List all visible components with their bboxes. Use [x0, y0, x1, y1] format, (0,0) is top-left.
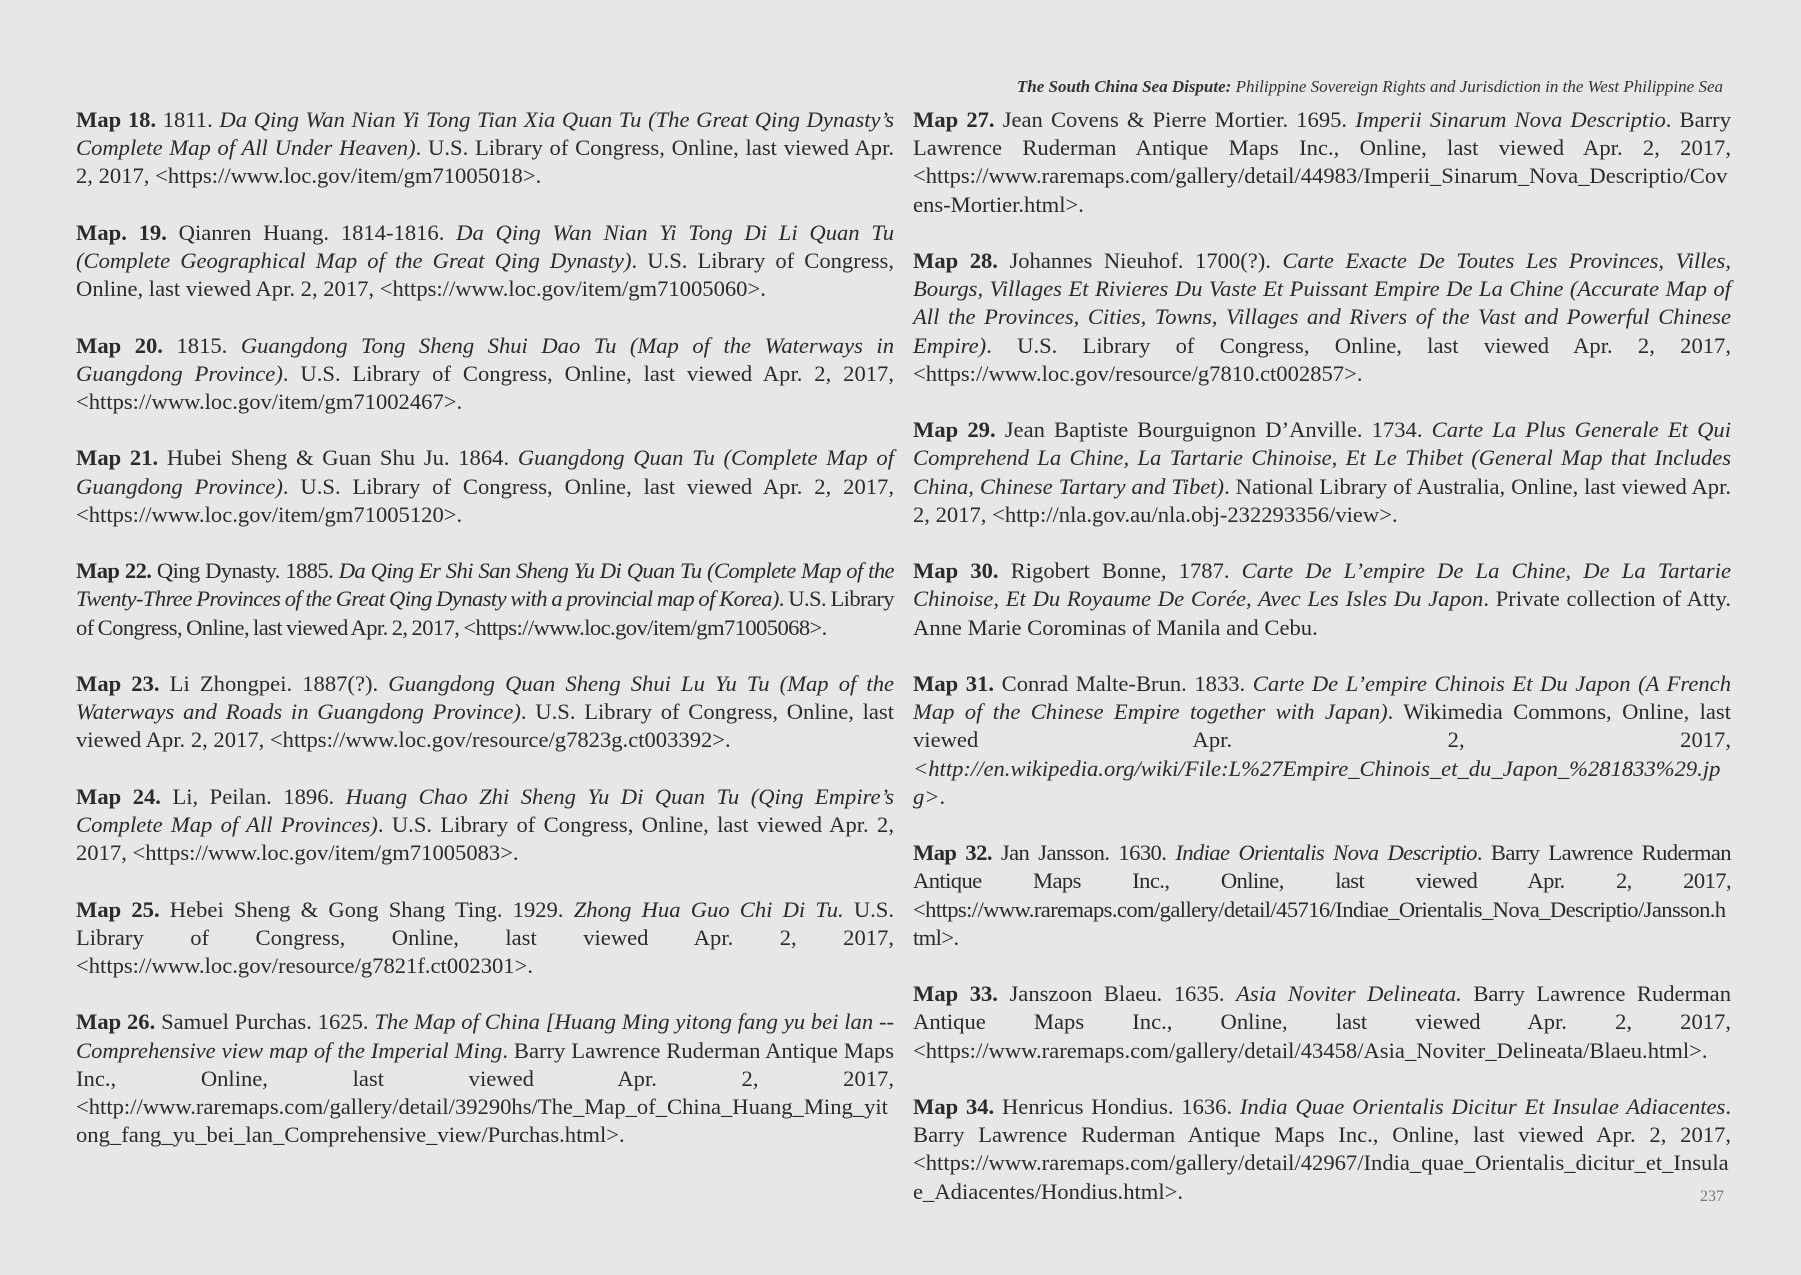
entry-url: <http://en.wikipedia.org/wiki/File:L%27Empire_Chinois_et_du_Japon_%281833%29.jpg> — [913, 755, 1721, 809]
entry-source: Qing Dynasty. 1885. — [151, 558, 339, 584]
entry-title: Indiae Orientalis Nova Descriptio — [1175, 840, 1477, 866]
entry-title: Carte La Plus Generale Et Qui Comprehend La Chine, La Tartarie Chinoise, Et Le Thibet (General Map that Includes China, Chinese Tartary and Tibet) — [913, 417, 1731, 499]
map-entry-28 — [913, 247, 1731, 388]
header-title: The South China Sea Dispute: — [1016, 77, 1232, 96]
entry-title: Zhong Hua Guo Chi Di Tu. — [573, 896, 844, 922]
map-entry-24 — [76, 783, 894, 868]
entry-citation: U.S. Library of Congress, Online, last viewed Apr. 2, 2017, <https://www.loc.gov/resource/g7821f.ct002301>. — [76, 896, 895, 978]
map-entry-27 — [913, 106, 1731, 219]
entry-source: Conrad Malte-Brun. 1833. — [994, 671, 1253, 696]
entry-label: Map 26. — [76, 1009, 156, 1035]
entry-title: Huang Chao Zhi Sheng Yu Di Quan Tu (Qing Empire’s Complete Map of All Provinces) — [76, 783, 894, 837]
entry-citation: . U.S. Library of Congress, Online, last viewed Apr. 2, 2017, <https://www.loc.gov/item/gm71005120>. — [76, 473, 894, 527]
entry-source: Li, Peilan. 1896. — [160, 783, 346, 809]
entry-citation: . Wikimedia Commons, Online, last viewed Apr. 2, 2017, — [913, 699, 1731, 753]
entry-title: Da Qing Er Shi San Sheng Yu Di Quan Tu (Complete Map of the Twenty-Three Provinces of the Great Qing Dynasty with a provincial map of Korea) — [76, 558, 894, 612]
entry-label: Map. 19. — [76, 219, 167, 245]
entry-citation: . U.S. Library of Congress, Online, last viewed Apr. 2, 2017, <https://www.loc.gov/item/gm71002467>. — [76, 360, 894, 414]
entry-source: Li Zhongpei. 1887(?). — [159, 670, 389, 696]
entry-source: Qianren Huang. 1814-1816. — [166, 219, 457, 245]
entry-source: 1815. — [162, 332, 241, 358]
map-entry-26 — [76, 1008, 894, 1149]
map-entry-30 — [913, 557, 1731, 642]
map-entry-29 — [913, 416, 1731, 529]
right-column — [913, 106, 1731, 1234]
entry-title: India Quae Orientalis Dicitur Et Insulae Adiacentes — [1239, 1094, 1726, 1119]
entry-citation: . U.S. Library of Congress, Online, last viewed Apr. 2, 2017, <https://www.loc.gov/item/gm71005060>. — [76, 248, 894, 302]
entry-title: Guangdong Quan Tu (Complete Map of Guangdong Province) — [76, 445, 894, 499]
entry-citation: . U.S. Library of Congress, Online, last viewed Apr. 2, 2017, <https://www.loc.gov/item/gm71005018>. — [76, 135, 894, 189]
entry-source: Rigobert Bonne, 1787. — [998, 558, 1242, 584]
entry-title: Guangdong Tong Sheng Shui Dao Tu (Map of the Waterways in Guangdong Province) — [76, 332, 895, 386]
map-entry-32 — [913, 839, 1731, 952]
entry-title: Asia Noviter Delineata. — [1236, 981, 1462, 1007]
map-entry-25 — [76, 896, 894, 981]
entry-title: Carte De L’empire De La Chine, De La Tartarie Chinoise, Et Du Royaume De Corée, Avec Les Isles Du Japon — [913, 558, 1732, 612]
map-entry-19 — [76, 219, 894, 304]
map-entry-23 — [76, 670, 894, 755]
entry-title: Da Qing Wan Nian Yi Tong Di Li Quan Tu (Complete Geographical Map of the Great Qing Dynasty) — [76, 219, 894, 273]
entry-source: Samuel Purchas. 1625. — [155, 1009, 375, 1035]
entry-label: Map 33. — [913, 981, 998, 1007]
entry-citation: . U.S. Library of Congress, Online, last viewed Apr. 2, 2017, <https://www.loc.gov/resource/g7823g.ct003392>. — [76, 699, 894, 753]
entry-citation: . U.S. Library of Congress, Online, last viewed Apr. 2, 2017, <https://www.loc.gov/item/gm71005083>. — [76, 811, 894, 866]
entry-citation: . U.S. Library of Congress, Online, last viewed Apr. 2, 2017, <https://www.loc.gov/item/gm71005068>. — [76, 586, 894, 640]
map-entry-20 — [76, 332, 894, 417]
left-column — [76, 106, 894, 1178]
entry-label: Map 30. — [913, 558, 999, 584]
map-entry-18 — [76, 106, 894, 191]
entry-source: Jean Covens & Pierre Mortier. 1695. — [994, 107, 1356, 132]
entry-label: Map 29. — [913, 417, 996, 443]
entry-title: Guangdong Quan Sheng Shui Lu Yu Tu (Map of the Waterways and Roads in Guangdong Province) — [76, 670, 895, 725]
entry-source: Jean Baptiste Bourguignon D’Anville. 1734. — [995, 417, 1432, 443]
map-entry-33 — [913, 980, 1731, 1065]
map-entry-31 — [913, 670, 1731, 811]
entry-citation: . Private collection of Atty. Anne Marie Corominas of Manila and Cebu. — [913, 586, 1732, 640]
entry-label: Map 28. — [913, 248, 998, 273]
entry-label: Map 32. — [913, 840, 992, 866]
entry-citation: . Barry Lawrence Ruderman Antique Maps Inc., Online, last viewed Apr. 2, 2017, <https://www.raremaps.com/gallery/detail/44983/Imperii_Sinarum_Nova_Descriptio/Covens-Mortier.html>. — [913, 107, 1731, 217]
map-entry-22 — [76, 557, 894, 642]
entry-label: Map 18. — [76, 107, 157, 132]
entry-source: Hubei Sheng & Guan Shu Ju. 1864. — [158, 445, 518, 471]
running-header — [1017, 77, 1723, 97]
map-entry-34 — [913, 1093, 1731, 1206]
header-subtitle: Philippine Sovereign Rights and Jurisdiction in the West Philippine Sea — [1235, 77, 1723, 96]
entry-citation: . Barry Lawrence Ruderman Antique Maps Inc., Online, last viewed Apr. 2, 2017, <http://www.raremaps.com/gallery/detail/39290hs/The_Map_of_China_Huang_Ming_yitong_fang_yu_bei_lan_Comprehensive_view/Purchas.html>. — [76, 1037, 895, 1148]
entry-label: Map 31. — [913, 671, 995, 696]
entry-source: Janszoon Blaeu. 1635. — [997, 981, 1237, 1007]
entry-source: 1811. — [156, 107, 220, 132]
entry-citation: . U.S. Library of Congress, Online, last viewed Apr. 2, 2017, <https://www.loc.gov/resource/g7810.ct002857>. — [913, 332, 1731, 386]
entry-citation: Barry Lawrence Ruderman Antique Maps Inc., Online, last viewed Apr. 2, 2017, <https://www.raremaps.com/gallery/detail/43458/Asia_Noviter_Delineata/Blaeu.html>. — [913, 981, 1732, 1063]
entry-tail: . — [939, 783, 946, 809]
entry-source: Jan Jansson. 1630. — [991, 840, 1176, 866]
entry-source: Henricus Hondius. 1636. — [994, 1094, 1240, 1119]
entry-title: Carte De L’empire Chinois Et Du Japon (A French Map of the Chinese Empire together with Japan) — [913, 671, 1732, 725]
entry-source: Johannes Nieuhof. 1700(?). — [997, 248, 1283, 273]
entry-label: Map 20. — [76, 332, 163, 358]
entry-citation: . Barry Lawrence Ruderman Antique Maps Inc., Online, last viewed Apr. 2, 2017, <https://www.raremaps.com/gallery/detail/42967/India_quae_Orientalis_dicitur_et_Insulae_Adiacentes/Hondius.html>. — [913, 1094, 1732, 1204]
entry-label: Map 34. — [913, 1094, 995, 1119]
entry-citation: . Barry Lawrence Ruderman Antique Maps Inc., Online, last viewed Apr. 2, 2017, <https://www.raremaps.com/gallery/detail/45716/Indiae_Orientalis_Nova_Descriptio/Jansson.html>. — [913, 840, 1731, 950]
entry-label: Map 23. — [76, 670, 160, 696]
entry-label: Map 25. — [76, 896, 160, 922]
entry-title: Imperii Sinarum Nova Descriptio — [1355, 107, 1666, 132]
page-number: 237 — [1700, 1188, 1724, 1205]
entry-label: Map 27. — [913, 107, 995, 132]
entry-label: Map 22. — [76, 558, 152, 584]
entry-title: The Map of China [Huang Ming yitong fang yu bei lan -- Comprehensive view map of the Imperial Ming — [76, 1009, 895, 1063]
entry-label: Map 21. — [76, 445, 159, 471]
map-entry-21 — [76, 444, 894, 529]
entry-label: Map 24. — [76, 783, 161, 809]
entry-source: Hebei Sheng & Gong Shang Ting. 1929. — [159, 896, 574, 922]
entry-citation: . National Library of Australia, Online, last viewed Apr. 2, 2017, <http://nla.gov.au/nla.obj-232293356/view>. — [913, 473, 1731, 527]
entry-title: Carte Exacte De Toutes Les Provinces, Villes, Bourgs, Villages Et Rivieres Du Vaste Et Puissant Empire De La Chine (Accurate Map of All the Provinces, Cities, Towns, Villages and Rivers of the Vast and Powerful Chinese Empire) — [913, 248, 1731, 358]
entry-title: Da Qing Wan Nian Yi Tong Tian Xia Quan Tu (The Great Qing Dynasty’s Complete Map of All Under Heaven) — [76, 107, 894, 161]
